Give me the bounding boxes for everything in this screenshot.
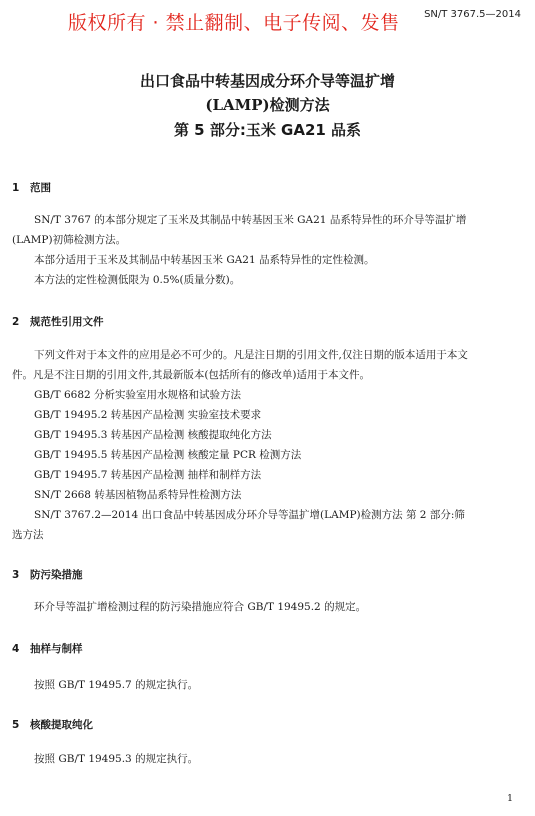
- section-title: 核酸提取纯化: [30, 719, 93, 731]
- section-3-heading: [12, 567, 83, 582]
- reference-item: GB/T 6682 分析实验室用水规格和试验方法: [34, 389, 242, 401]
- paragraph: 下列文件对于本文件的应用是必不可少的。凡是注日期的引用文件,仅注日期的版本适用于本文: [34, 349, 468, 361]
- reference-item: GB/T 19495.3 转基因产品检测 核酸提取纯化方法: [34, 429, 272, 441]
- section-5-heading: [12, 717, 93, 732]
- section-number: 3: [12, 569, 20, 581]
- section-number: 2: [12, 316, 20, 328]
- document-title-line3: 第 5 部分:玉米 GA21 品系: [173, 121, 362, 139]
- paragraph: 按照 GB/T 19495.7 的规定执行。: [34, 679, 199, 691]
- section-title: 防污染措施: [30, 569, 83, 581]
- section-title: 抽样与制样: [30, 643, 83, 655]
- paragraph: 本部分适用于玉米及其制品中转基因玉米 GA21 品系特异性的定性检测。: [34, 254, 375, 266]
- standard-number: SN/T 3767.5—2014: [424, 9, 521, 20]
- page-number: 1: [506, 793, 513, 804]
- paragraph-continuation: 件。凡是不注日期的引用文件,其最新版本(包括所有的修改单)适用于本文件。: [12, 369, 371, 381]
- document-title-line2: (LAMP)检测方法: [205, 96, 330, 114]
- paragraph: 本方法的定性检测低限为 0.5%(质量分数)。: [34, 274, 241, 286]
- section-title: 范围: [30, 182, 51, 194]
- reference-item: SN/T 2668 转基因植物品系特异性检测方法: [34, 489, 242, 501]
- section-1-heading: [12, 180, 51, 195]
- reference-item: GB/T 19495.2 转基因产品检测 实验室技术要求: [34, 409, 262, 421]
- copyright-watermark: 版权所有 · 禁止翻制、电子传阅、发售: [68, 12, 400, 34]
- paragraph: SN/T 3767 的本部分规定了玉米及其制品中转基因玉米 GA21 品系特异性的环介导等温扩增: [34, 214, 467, 226]
- section-number: 1: [12, 182, 20, 194]
- reference-item: SN/T 3767.2—2014 出口食品中转基因成分环介导等温扩增(LAMP)检测方法 第 2 部分:筛: [34, 509, 465, 521]
- reference-item: GB/T 19495.5 转基因产品检测 核酸定量 PCR 检测方法: [34, 449, 302, 461]
- paragraph: 环介导等温扩增检测过程的防污染措施应符合 GB/T 19495.2 的规定。: [34, 601, 367, 613]
- section-4-heading: [12, 641, 83, 656]
- section-title: 规范性引用文件: [30, 316, 104, 328]
- section-number: 4: [12, 643, 20, 655]
- reference-item: GB/T 19495.7 转基因产品检测 抽样和制样方法: [34, 469, 262, 481]
- document-title-line1: 出口食品中转基因成分环介导等温扩增: [139, 72, 395, 90]
- reference-item-continuation: 选方法: [12, 529, 44, 541]
- paragraph: 按照 GB/T 19495.3 的规定执行。: [34, 753, 199, 765]
- paragraph-continuation: (LAMP)初筛检测方法。: [12, 234, 127, 246]
- section-2-heading: [12, 314, 104, 329]
- section-number: 5: [12, 719, 20, 731]
